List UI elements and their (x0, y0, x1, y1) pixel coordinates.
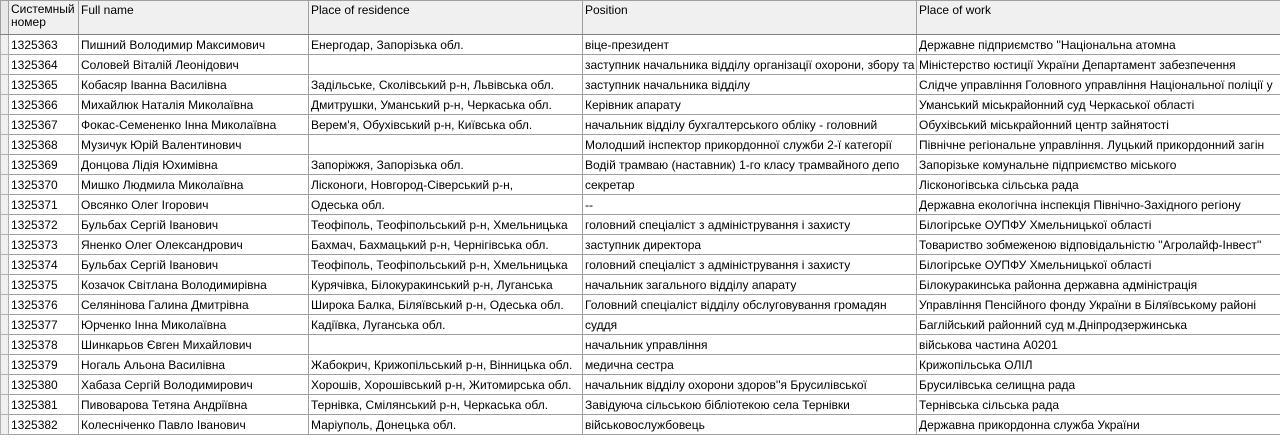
cell-id[interactable]: 1325367 (9, 115, 79, 135)
row-indicator[interactable] (1, 75, 9, 95)
cell-residence[interactable] (309, 135, 583, 155)
cell-residence[interactable]: Кадіївка, Луганська обл. (309, 315, 583, 335)
cell-position[interactable]: Молодший інспектор прикордонної служби 2-ї категорії (583, 135, 917, 155)
cell-id[interactable]: 1325381 (9, 395, 79, 415)
cell-residence[interactable]: Тернівка, Смілянський р-н, Черкаська обл. (309, 395, 583, 415)
row-indicator[interactable] (1, 95, 9, 115)
cell-position[interactable]: головний спеціаліст з адміністрування і захисту (583, 255, 917, 275)
table-row[interactable] (1, 75, 1280, 95)
header-row (1, 1, 1280, 35)
cell-residence[interactable]: Верем'я, Обухівський р-н, Київська обл. (309, 115, 583, 135)
table-row[interactable] (1, 115, 1280, 135)
table-body (1, 35, 1280, 435)
cell-id[interactable]: 1325371 (9, 195, 79, 215)
cell-work[interactable]: Білогірське ОУПФУ Хмельницької області (917, 255, 1280, 275)
cell-full-name[interactable]: Овсянко Олег Ігорович (79, 195, 309, 215)
cell-residence[interactable]: Дмитрушки, Уманський р-н, Черкаська обл. (309, 95, 583, 115)
table-row[interactable] (1, 215, 1280, 235)
cell-position[interactable]: суддя (583, 315, 917, 335)
table-row[interactable] (1, 155, 1280, 175)
cell-residence[interactable]: Хорошів, Хорошівський р-н, Житомирська обл. (309, 375, 583, 395)
cell-residence[interactable]: Теофіполь, Теофіпольський р-н, Хмельницька (309, 215, 583, 235)
cell-residence[interactable]: Маріуполь, Донецька обл. (309, 415, 583, 435)
row-indicator[interactable] (1, 135, 9, 155)
cell-full-name[interactable]: Фокас-Семененко Інна Миколаївна (79, 115, 309, 135)
row-indicator[interactable] (1, 35, 9, 55)
cell-full-name[interactable]: Колесніченко Павло Іванович (79, 415, 309, 435)
cell-full-name[interactable]: Селянінова Галина Дмитрівна (79, 295, 309, 315)
cell-residence[interactable]: Жабокрич, Крижопільський р-н, Вінницька обл. (309, 355, 583, 375)
table-row[interactable] (1, 35, 1280, 55)
cell-id[interactable]: 1325380 (9, 375, 79, 395)
row-indicator[interactable] (1, 335, 9, 355)
row-indicator[interactable] (1, 55, 9, 75)
table-row[interactable] (1, 275, 1280, 295)
cell-residence[interactable] (309, 55, 583, 75)
cell-residence[interactable]: Бахмач, Бахмацький р-н, Чернігівська обл. (309, 235, 583, 255)
row-indicator[interactable] (1, 275, 9, 295)
row-indicator[interactable] (1, 115, 9, 135)
cell-id[interactable]: 1325363 (9, 35, 79, 55)
cell-position[interactable]: начальник відділу охорони здоров''я Брусилівської (583, 375, 917, 395)
cell-work[interactable]: Державна екологічна інспекція Північно-Західного регіону (917, 195, 1280, 215)
cell-id[interactable]: 1325370 (9, 175, 79, 195)
row-indicator[interactable] (1, 215, 9, 235)
cell-position[interactable]: Водій трамваю (наставник) 1-го класу трамвайного депо (583, 155, 917, 175)
cell-residence[interactable]: Енергодар, Запорізька обл. (309, 35, 583, 55)
cell-id[interactable]: 1325364 (9, 55, 79, 75)
cell-position[interactable]: Керівник апарату (583, 95, 917, 115)
cell-residence[interactable]: Широка Балка, Біляївський р-н, Одеська обл. (309, 295, 583, 315)
cell-id[interactable]: 1325382 (9, 415, 79, 435)
cell-position[interactable]: начальник управління (583, 335, 917, 355)
cell-id[interactable]: 1325369 (9, 155, 79, 175)
cell-residence[interactable]: Курячівка, Білокуракинський р-н, Луганська (309, 275, 583, 295)
cell-work[interactable]: Брусилівська селищна рада (917, 375, 1280, 395)
cell-work[interactable]: Державна прикордонна служба України (917, 415, 1280, 435)
cell-work[interactable]: військова частина А0201 (917, 335, 1280, 355)
cell-id[interactable]: 1325378 (9, 335, 79, 355)
cell-full-name[interactable]: Ногаль Альона Василівна (79, 355, 309, 375)
cell-work[interactable]: Міністерство юстиції України Департамент забезпечення (917, 55, 1280, 75)
cell-id[interactable]: 1325376 (9, 295, 79, 315)
cell-full-name[interactable]: Шинкарьов Євген Михайлович (79, 335, 309, 355)
cell-work[interactable]: Управління Пенсійного фонду України в Біляївському районі (917, 295, 1280, 315)
cell-id[interactable]: 1325377 (9, 315, 79, 335)
cell-full-name[interactable]: Михайлюк Наталія Миколаївна (79, 95, 309, 115)
cell-work[interactable]: Державне підприємство ''Національна атомна (917, 35, 1280, 55)
table-row[interactable] (1, 395, 1280, 415)
column-header-name[interactable]: Full name (79, 1, 309, 35)
cell-position[interactable]: заступник начальника відділу організації охорони, збору та (583, 55, 917, 75)
cell-full-name[interactable]: Донцова Лідія Юхимівна (79, 155, 309, 175)
cell-work[interactable]: Баглійський районний суд м.Дніпродзержинська (917, 315, 1280, 335)
row-indicator[interactable] (1, 155, 9, 175)
cell-position[interactable]: головний спеціаліст з адміністрування і захисту (583, 215, 917, 235)
table-row[interactable] (1, 355, 1280, 375)
cell-full-name[interactable]: Кобасяр Іванна Василівна (79, 75, 309, 95)
cell-full-name[interactable]: Козачок Світлана Володимирівна (79, 275, 309, 295)
row-indicator[interactable] (1, 195, 9, 215)
table-row[interactable] (1, 55, 1280, 75)
cell-work[interactable]: Слідче управління Головного управління Національної поліції у (917, 75, 1280, 95)
table-row[interactable] (1, 195, 1280, 215)
table-row[interactable] (1, 175, 1280, 195)
cell-residence[interactable]: Теофіполь, Теофіпольський р-н, Хмельницька (309, 255, 583, 275)
cell-id[interactable]: 1325372 (9, 215, 79, 235)
cell-position[interactable]: начальник загального відділу апарату (583, 275, 917, 295)
cell-position[interactable]: медична сестра (583, 355, 917, 375)
cell-full-name[interactable]: Юрченко Інна Миколаївна (79, 315, 309, 335)
cell-full-name[interactable]: Бульбах Сергій Іванович (79, 215, 309, 235)
cell-full-name[interactable]: Мишко Людмила Миколаївна (79, 175, 309, 195)
cell-work[interactable]: Обухівський міськрайонний центр зайнятості (917, 115, 1280, 135)
table-row[interactable] (1, 335, 1280, 355)
cell-id[interactable]: 1325368 (9, 135, 79, 155)
cell-work[interactable]: Північне регіональне управління. Луцький прикордонний загін (917, 135, 1280, 155)
row-indicator[interactable] (1, 235, 9, 255)
row-indicator[interactable] (1, 315, 9, 335)
row-indicator[interactable] (1, 395, 9, 415)
row-indicator[interactable] (1, 175, 9, 195)
cell-position[interactable]: начальник відділу бухгалтерського обліку - головний (583, 115, 917, 135)
cell-id[interactable]: 1325366 (9, 95, 79, 115)
cell-residence[interactable] (309, 335, 583, 355)
cell-position[interactable]: -- (583, 195, 917, 215)
cell-id[interactable]: 1325379 (9, 355, 79, 375)
row-indicator[interactable] (1, 355, 9, 375)
cell-id[interactable]: 1325375 (9, 275, 79, 295)
cell-position[interactable]: секретар (583, 175, 917, 195)
cell-residence[interactable]: Одеська обл. (309, 195, 583, 215)
cell-work[interactable]: Товариство зобмеженою відповідальністю ''Агролайф-Інвест'' (917, 235, 1280, 255)
row-indicator[interactable] (1, 375, 9, 395)
cell-position[interactable]: військовослужбовець (583, 415, 917, 435)
table-row[interactable] (1, 295, 1280, 315)
cell-residence[interactable]: Запоріжжя, Запорізька обл. (309, 155, 583, 175)
cell-work[interactable]: Лісконогівська сільська рада (917, 175, 1280, 195)
cell-full-name[interactable]: Соловей Віталій Леонідович (79, 55, 309, 75)
cell-full-name[interactable]: Бульбах Сергій Іванович (79, 255, 309, 275)
cell-full-name[interactable]: Пишний Володимир Максимович (79, 35, 309, 55)
cell-id[interactable]: 1325374 (9, 255, 79, 275)
table-row[interactable] (1, 135, 1280, 155)
cell-residence[interactable]: Лісконоги, Новгород-Сіверський р-н, (309, 175, 583, 195)
row-indicator-header[interactable] (1, 1, 9, 35)
row-indicator[interactable] (1, 415, 9, 435)
row-indicator[interactable] (1, 255, 9, 275)
cell-work[interactable]: Тернівська сільська рада (917, 395, 1280, 415)
cell-full-name[interactable]: Хабаза Сергій Володимирович (79, 375, 309, 395)
cell-work[interactable]: Крижопільська ОЛІЛ (917, 355, 1280, 375)
column-header-residence[interactable]: Place of residence (309, 1, 583, 35)
cell-work[interactable]: Білогірське ОУПФУ Хмельницької області (917, 215, 1280, 235)
cell-position[interactable]: заступник директора (583, 235, 917, 255)
cell-full-name[interactable]: Яненко Олег Олександрович (79, 235, 309, 255)
cell-position[interactable]: віце-президент (583, 35, 917, 55)
column-header-id[interactable]: Системный номер (9, 1, 79, 35)
table-row[interactable] (1, 255, 1280, 275)
cell-position[interactable]: Завідуюча сільською бібліотекою села Тернівки (583, 395, 917, 415)
cell-id[interactable]: 1325365 (9, 75, 79, 95)
column-header-work[interactable]: Place of work (917, 1, 1280, 35)
cell-full-name[interactable]: Пивоварова Тетяна Андріївна (79, 395, 309, 415)
cell-residence[interactable]: Задільське, Сколівський р-н, Львівська обл. (309, 75, 583, 95)
table-row[interactable] (1, 415, 1280, 435)
cell-position[interactable]: Головний спеціаліст відділу обслуговування громадян (583, 295, 917, 315)
cell-work[interactable]: Білокуракинська районна державна адміністрація (917, 275, 1280, 295)
column-header-position[interactable]: Position (583, 1, 917, 35)
table-row[interactable] (1, 315, 1280, 335)
cell-full-name[interactable]: Музичук Юрій Валентинович (79, 135, 309, 155)
table-row[interactable] (1, 95, 1280, 115)
table-row[interactable] (1, 375, 1280, 395)
table-row[interactable] (1, 235, 1280, 255)
cell-work[interactable]: Уманський міськрайонний суд Черкаської області (917, 95, 1280, 115)
cell-position[interactable]: заступник начальника відділу (583, 75, 917, 95)
cell-id[interactable]: 1325373 (9, 235, 79, 255)
cell-work[interactable]: Запорізьке комунальне підприємство міського (917, 155, 1280, 175)
row-indicator[interactable] (1, 295, 9, 315)
